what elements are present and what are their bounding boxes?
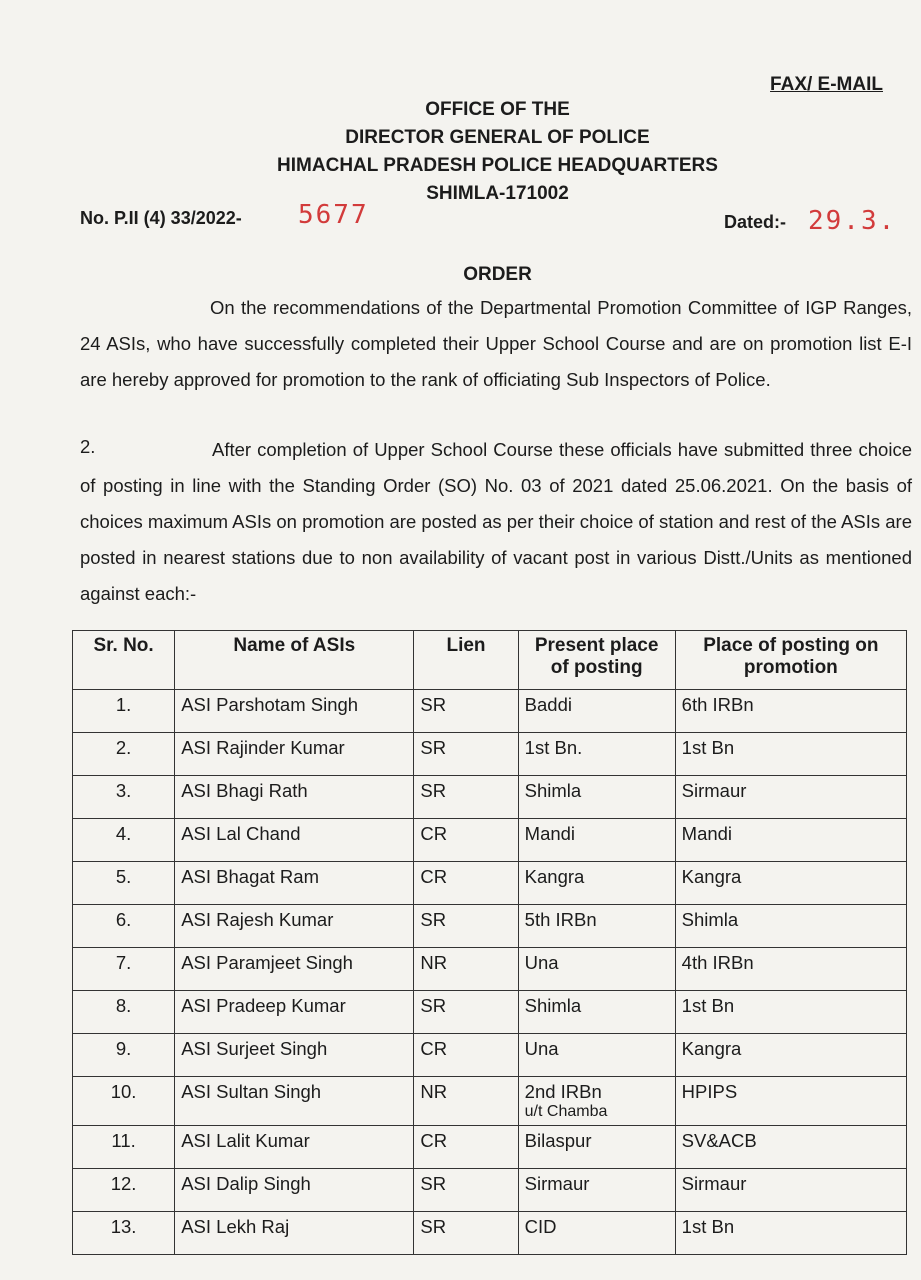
dated-label: Dated:-: [724, 212, 786, 232]
table-header-row: [73, 631, 907, 690]
cell-sr-no: [73, 776, 175, 819]
cell-name: [175, 991, 414, 1034]
cell-present-place-text: Una: [524, 952, 559, 973]
cell-promotion-place: [675, 776, 906, 819]
cell-sr-no-text: 4.: [115, 823, 132, 844]
table-row: [73, 733, 907, 776]
cell-name-text: ASI Lalit Kumar: [181, 1130, 310, 1151]
cell-sr-no: [73, 1126, 175, 1169]
cell-present-place-text: Baddi: [524, 694, 572, 715]
cell-sr-no-text: 2.: [115, 737, 132, 758]
cell-present-place-text: Shimla: [524, 995, 582, 1016]
cell-name: [175, 690, 414, 733]
cell-lien: [414, 905, 518, 948]
cell-present-place-text: Bilaspur: [524, 1130, 592, 1151]
order-paragraph-2: After completion of Upper School Course these officials have submitted three choice of posting in line with the Standing Order (SO) No. 03 of 2021 dated 25.06.2021. On the basis of choices maximum ASIs on promotion are posted as per their choice of station and rest of the ASIs are posted in nearest stations due to non availability of vacant post in various Distt./Units as mentioned against each:-: [80, 439, 912, 604]
cell-promotion-place: [675, 1126, 906, 1169]
cell-lien-text: CR: [420, 1130, 448, 1151]
table-row: [73, 1077, 907, 1126]
table-row: [73, 948, 907, 991]
cell-present-place: [518, 1034, 675, 1077]
header-sr-no: Sr. No.: [73, 631, 175, 690]
cell-present-place-text: 1st Bn.: [524, 737, 583, 758]
cell-present-place-text: 5th IRBn: [524, 909, 597, 930]
cell-lien-text: NR: [420, 952, 448, 973]
cell-sr-no: [73, 1034, 175, 1077]
table-row: [73, 991, 907, 1034]
cell-promotion-place-text: 1st Bn: [681, 1216, 735, 1237]
table-row: [73, 1034, 907, 1077]
cell-name: [175, 1034, 414, 1077]
cell-lien: [414, 733, 518, 776]
cell-sr-no: [73, 1169, 175, 1212]
cell-lien-text: SR: [420, 780, 447, 801]
cell-sr-no-text: 7.: [115, 952, 132, 973]
cell-sr-no-text: 1.: [115, 694, 132, 715]
cell-promotion-place: [675, 1077, 906, 1126]
cell-name-text: ASI Rajinder Kumar: [181, 737, 345, 758]
cell-lien: [414, 690, 518, 733]
cell-name-text: ASI Rajesh Kumar: [181, 909, 334, 930]
cell-lien-text: SR: [420, 1216, 447, 1237]
cell-lien-text: SR: [420, 694, 447, 715]
cell-sr-no-text: 5.: [115, 866, 132, 887]
table-row: [73, 1169, 907, 1212]
cell-promotion-place-text: Shimla: [681, 909, 739, 930]
reference-number-label: No. P.II (4) 33/2022-: [80, 208, 242, 228]
cell-promotion-place-text: 4th IRBn: [681, 952, 754, 973]
cell-promotion-place: [675, 905, 906, 948]
cell-name-text: ASI Pradeep Kumar: [181, 995, 346, 1016]
cell-promotion-place-text: Kangra: [681, 866, 742, 887]
cell-promotion-place: [675, 733, 906, 776]
cell-promotion-place: [675, 1034, 906, 1077]
cell-lien-text: SR: [420, 909, 447, 930]
cell-lien-text: CR: [420, 1038, 448, 1059]
cell-present-place-text: 2nd IRBn: [524, 1081, 602, 1102]
cell-sr-no-text: 11.: [111, 1130, 136, 1151]
cell-present-place-text: Mandi: [524, 823, 576, 844]
cell-present-place: [518, 1126, 675, 1169]
table-row: [73, 862, 907, 905]
cell-lien-text: SR: [420, 737, 447, 758]
header-present-place: Present place of posting: [518, 631, 675, 690]
cell-promotion-place: [675, 948, 906, 991]
handwritten-reference-number: 5677: [298, 200, 369, 230]
table-row: [73, 819, 907, 862]
cell-promotion-place-text: Sirmaur: [681, 780, 747, 801]
cell-promotion-place-text: 1st Bn: [681, 995, 735, 1016]
cell-present-place: [518, 1212, 675, 1255]
cell-present-place: [518, 690, 675, 733]
cell-promotion-place-text: Sirmaur: [681, 1173, 747, 1194]
cell-name: [175, 1126, 414, 1169]
cell-lien: [414, 1126, 518, 1169]
cell-present-place-text: Kangra: [524, 866, 585, 887]
office-line-3: HIMACHAL PRADESH POLICE HEADQUARTERS: [277, 155, 718, 176]
cell-lien-text: SR: [420, 1173, 447, 1194]
cell-name: [175, 862, 414, 905]
cell-present-place: [518, 905, 675, 948]
cell-lien-text: CR: [420, 823, 448, 844]
cell-lien: [414, 1034, 518, 1077]
cell-name: [175, 948, 414, 991]
cell-lien: [414, 1077, 518, 1126]
header-lien: Lien: [414, 631, 518, 690]
cell-present-place-text: Shimla: [524, 780, 582, 801]
cell-name-text: ASI Bhagat Ram: [181, 866, 319, 887]
cell-sr-no: [73, 1077, 175, 1126]
cell-sr-no: [73, 733, 175, 776]
cell-sr-no: [73, 1212, 175, 1255]
cell-name-text: ASI Bhagi Rath: [181, 780, 308, 801]
cell-name-text: ASI Surjeet Singh: [181, 1038, 328, 1059]
cell-promotion-place-text: 1st Bn: [681, 737, 735, 758]
cell-name-text: ASI Parshotam Singh: [181, 694, 359, 715]
cell-present-place: [518, 991, 675, 1034]
cell-lien: [414, 819, 518, 862]
table-row: [73, 1126, 907, 1169]
cell-promotion-place: [675, 690, 906, 733]
cell-name-text: ASI Lal Chand: [181, 823, 301, 844]
cell-present-place-text: Sirmaur: [524, 1173, 590, 1194]
cell-present-place: [518, 1077, 675, 1126]
order-paragraph-1: On the recommendations of the Departmental Promotion Committee of IGP Ranges, 24 ASIs, who have successfully completed their Upper School Course and are on promotion list E-I are hereby approved for promotion to the rank of officiating Sub Inspectors of Police.: [80, 297, 912, 390]
cell-sr-no-text: 9.: [115, 1038, 132, 1059]
header-promotion-place: Place of posting on promotion: [675, 631, 906, 690]
cell-sr-no: [73, 948, 175, 991]
cell-present-place-text: CID: [524, 1216, 557, 1237]
table-row: [73, 905, 907, 948]
cell-name: [175, 1169, 414, 1212]
cell-name: [175, 905, 414, 948]
cell-promotion-place-text: Kangra: [681, 1038, 742, 1059]
cell-sr-no: [73, 905, 175, 948]
office-line-2: DIRECTOR GENERAL OF POLICE: [345, 127, 650, 148]
cell-present-place: [518, 862, 675, 905]
cell-name: [175, 1077, 414, 1126]
cell-sr-no-text: 6.: [115, 909, 132, 930]
cell-promotion-place-text: Mandi: [681, 823, 733, 844]
cell-name-text: ASI Lekh Raj: [181, 1216, 290, 1237]
cell-present-place: [518, 819, 675, 862]
cell-sr-no-text: 13.: [110, 1216, 137, 1237]
office-header: [0, 96, 921, 208]
cell-name-text: ASI Paramjeet Singh: [181, 952, 353, 973]
cell-sr-no: [73, 819, 175, 862]
paragraph-2-number: 2.: [80, 436, 96, 457]
handwritten-date: 29.3.: [808, 206, 897, 236]
table-row: [73, 1212, 907, 1255]
cell-promotion-place-text: HPIPS: [681, 1081, 738, 1102]
cell-lien-text: NR: [420, 1081, 448, 1102]
cell-sr-no-text: 12.: [110, 1173, 137, 1194]
fax-email-label: FAX/ E-MAIL: [770, 74, 883, 95]
cell-lien: [414, 1212, 518, 1255]
cell-sr-no: [73, 862, 175, 905]
cell-promotion-place-text: 6th IRBn: [681, 694, 754, 715]
cell-sr-no: [73, 991, 175, 1034]
office-line-4: SHIMLA-171002: [426, 183, 569, 204]
cell-lien: [414, 948, 518, 991]
cell-sr-no-text: 8.: [115, 995, 132, 1016]
cell-present-place: [518, 1169, 675, 1212]
cell-present-place-text: Una: [524, 1038, 559, 1059]
table-row: [73, 690, 907, 733]
cell-lien: [414, 991, 518, 1034]
cell-sr-no: [73, 690, 175, 733]
cell-sr-no-text: 10.: [110, 1081, 137, 1102]
cell-lien-text: SR: [420, 995, 447, 1016]
table-row: [73, 776, 907, 819]
cell-promotion-place: [675, 1212, 906, 1255]
cell-name: [175, 733, 414, 776]
cell-lien: [414, 1169, 518, 1212]
office-line-1: OFFICE OF THE: [425, 99, 570, 120]
cell-name: [175, 776, 414, 819]
cell-name: [175, 1212, 414, 1255]
order-title: ORDER: [463, 264, 532, 285]
cell-name-text: ASI Sultan Singh: [181, 1081, 322, 1102]
cell-promotion-place: [675, 819, 906, 862]
header-name: Name of ASIs: [175, 631, 414, 690]
cell-present-place: [518, 733, 675, 776]
cell-present-place-subtext: u/t Chamba: [524, 1103, 608, 1120]
cell-lien: [414, 776, 518, 819]
cell-promotion-place: [675, 1169, 906, 1212]
cell-promotion-place: [675, 862, 906, 905]
cell-lien-text: CR: [420, 866, 448, 887]
cell-lien: [414, 862, 518, 905]
cell-promotion-place-text: SV&ACB: [681, 1130, 757, 1151]
cell-present-place: [518, 776, 675, 819]
cell-name-text: ASI Dalip Singh: [181, 1173, 311, 1194]
cell-present-place: [518, 948, 675, 991]
promotion-table: [72, 630, 907, 1255]
cell-name: [175, 819, 414, 862]
cell-promotion-place: [675, 991, 906, 1034]
cell-sr-no-text: 3.: [115, 780, 132, 801]
